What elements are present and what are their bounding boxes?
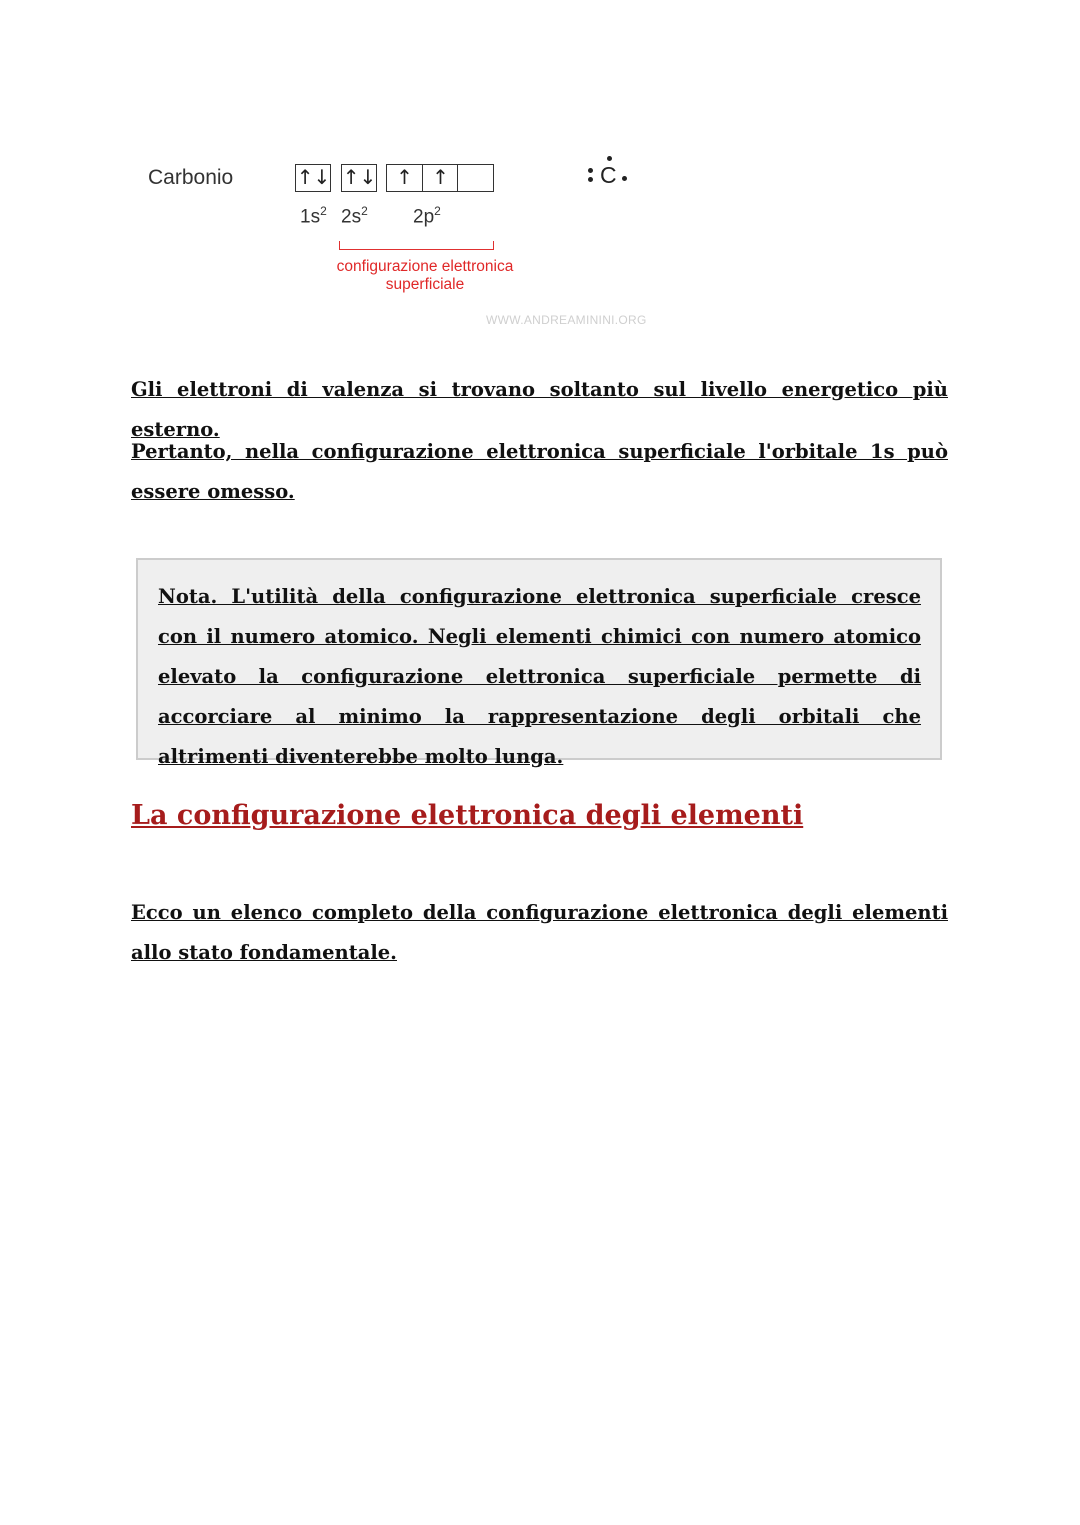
carbon-orbital-diagram [0, 0, 1080, 340]
orbital-box-2s [341, 164, 377, 192]
electron-dot [588, 177, 593, 182]
lewis-structure-carbon [586, 152, 636, 192]
orbital-cell: ↑ [422, 165, 458, 191]
electron-dot [622, 176, 627, 181]
caption-bracket [339, 241, 494, 250]
paragraph-omit-1s: Pertanto, nella configurazione elettronica superficiale l'orbitale 1s può essere omesso. [131, 440, 948, 503]
paragraph-valence: Gli elettroni di valenza si trovano soltanto sul livello energetico più esterno. [131, 378, 948, 441]
section-heading: La configurazione elettronica degli elementi [131, 800, 804, 831]
element-label: Carbonio [148, 166, 234, 189]
orbital-box-2p [386, 164, 494, 192]
watermark: WWW.ANDREAMININI.ORG [486, 313, 647, 327]
lewis-symbol: C [600, 162, 617, 188]
note-box [136, 558, 942, 768]
note-text: Nota. L'utilità della configurazione elettronica superficiale cresce con il numero atomico. Negli elementi chimici con numero atomico elevato la configurazione elettronica superficiale permette di accorciare al minimo la rappresentazione degli orbitali che altrimenti diventerebbe molto lunga. [158, 585, 921, 768]
paragraph-element-list: Ecco un elenco completo della configurazione elettronica degli elementi allo stato fondamentale. [131, 901, 948, 964]
figure-caption: configurazione elettronica superficiale [336, 258, 514, 293]
orbital-box-1s [295, 164, 331, 192]
electron-dot [588, 168, 593, 173]
orbital-cell: ↑↓ [296, 165, 331, 189]
orbital-cell: ↑ [396, 165, 413, 189]
orbital-cell: ↑↓ [342, 165, 377, 189]
orbital-label-2p: $2p^2$ [413, 204, 441, 228]
electron-dot [607, 156, 612, 161]
orbital-label-1s: $1s^2$ [300, 204, 327, 228]
orbital-cell [457, 165, 493, 191]
orbital-label-2s: $2s^2$ [341, 204, 368, 228]
